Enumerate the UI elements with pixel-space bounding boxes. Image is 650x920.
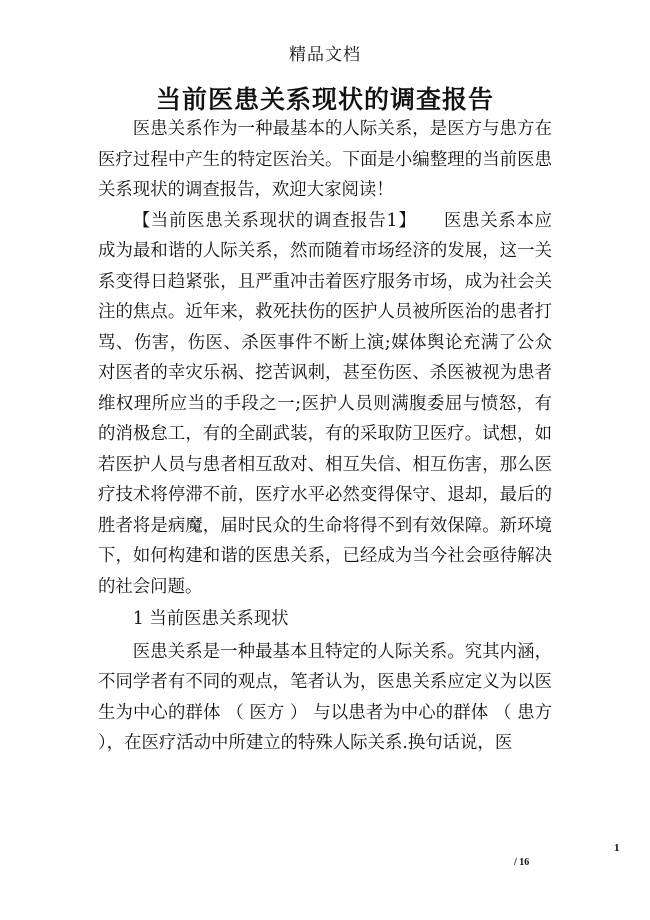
section-paragraph: 医患关系是一种最基本且特定的人际关系。究其内涵，不同学者有不同的观点，笔者认为，医患关系应定义为以医生为中心的群体 （ 医方 ） 与以患者为中心的群体 （ 患方 ），在医疗活动中所建立的特殊人际关系.换句话说，医 bbox=[98, 641, 552, 753]
document-body bbox=[98, 114, 552, 759]
total-pages: / 16 bbox=[514, 857, 530, 868]
page-number: 1 bbox=[614, 842, 620, 854]
page-header-label: 精品文档 bbox=[289, 45, 361, 65]
section-heading: 1 当前医患关系现状 bbox=[132, 609, 289, 629]
intro-paragraph: 医患关系作为一种最基本的人际关系，是医方与患方在医疗过程中产生的特定医治关。下面是小编整理的当前医患关系现状的调查报告，欢迎大家阅读！ bbox=[98, 119, 552, 200]
document-title: 当前医患关系现状的调查报告 bbox=[155, 85, 494, 114]
report-paragraph: 【当前医患关系现状的调查报告1】 医患关系本应成为最和谐的人际关系，然而随着市场经济的发展，这一关系变得日趋紧张，且严重冲击着医疗服务市场，成为社会关注的焦点。近年来，救死扶伤的医护人员被所医治的患者打骂、伤害，伤医、杀医事件不断上演;媒体舆论充满了公众对医者的幸灾乐祸、挖苦讽刺，甚至伤医、杀医被视为患者维权理所应当的手段之一;医护人员则满腹委屈与愤怒，有的消极怠工，有的全副武装，有的采取防卫医疗。试想，如若医护人员与患者相互敌对、相互失信、相互伤害，那么医疗技术将停滞不前，医疗水平必然变得保守、退却，最后的胜者将是病魔，届时民众的生命将得不到有效保障。新环境下，如何构建和谐的医患关系，已经成为当今社会亟待解决的社会问题。 bbox=[98, 210, 552, 597]
